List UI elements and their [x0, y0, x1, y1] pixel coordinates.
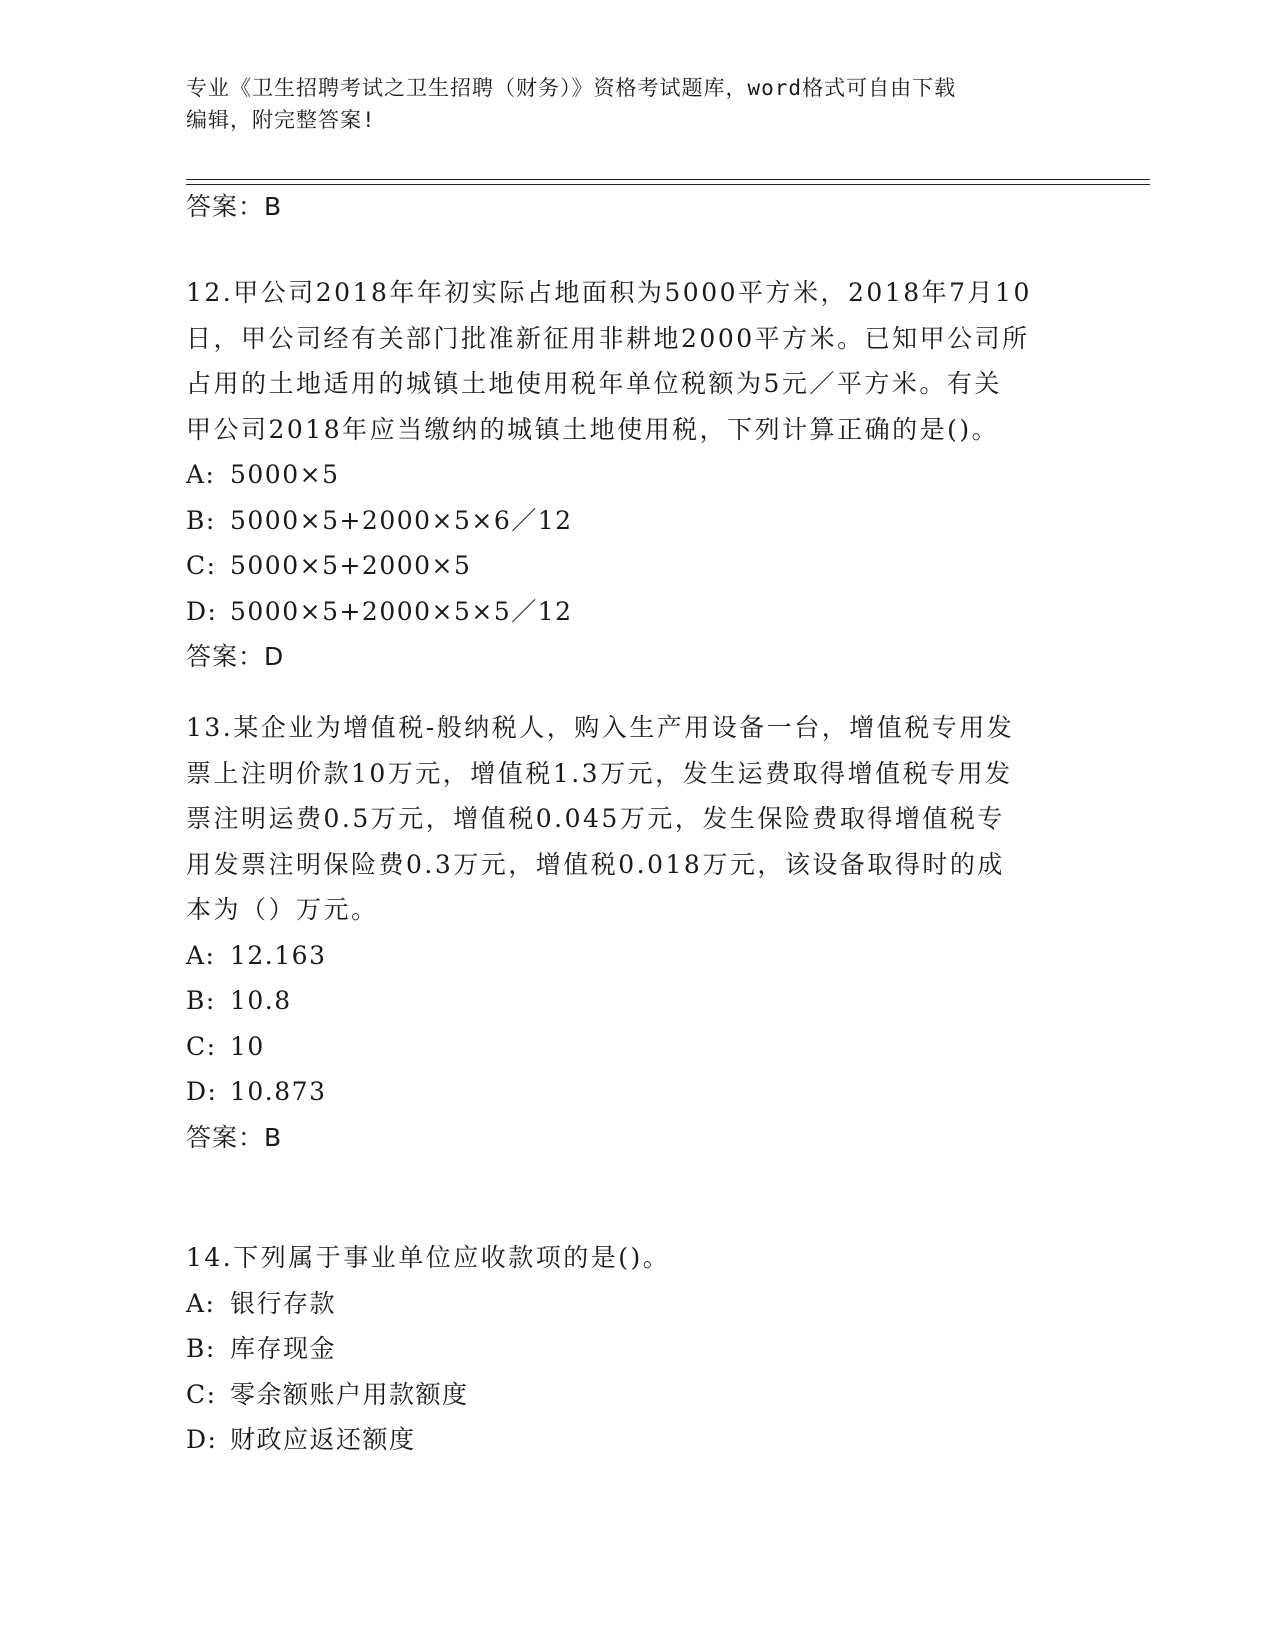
option-a: [186, 933, 1066, 979]
answer-value: D: [264, 642, 285, 671]
question-line: 13.某企业为增值税-般纳税人，购入生产用设备一台，增值税专用发: [186, 713, 1015, 742]
option-a: [186, 452, 1066, 498]
option-b: [186, 1326, 1066, 1372]
header-rule-top: [186, 179, 1150, 180]
question-line: 本为（）万元。: [186, 895, 379, 924]
answer-value: B: [264, 192, 283, 221]
option-letter: A:: [186, 940, 216, 970]
option-b: [186, 978, 1066, 1024]
question-text: [186, 270, 1066, 452]
option-letter: A:: [186, 1288, 216, 1318]
option-d: [186, 1069, 1066, 1115]
question-line: 14.下列属于事业单位应收款项的是()。: [186, 1243, 671, 1272]
question-line: 12.甲公司2018年年初实际占地面积为5000平方米，2018年7月10: [186, 278, 1032, 307]
answer-value: B: [264, 1122, 283, 1152]
question-line: 甲公司2018年应当缴纳的城镇土地使用税，下列计算正确的是()。: [186, 414, 1000, 444]
answer-prefix: 答案：: [186, 642, 265, 671]
option-letter: C:: [186, 1379, 217, 1409]
option-text: 5000×5+2000×5×6／12: [230, 505, 573, 535]
option-d: [186, 1417, 1066, 1463]
option-text: 5000×5+2000×5: [230, 551, 472, 580]
option-text: 库存现金: [230, 1334, 337, 1363]
question-answer: [186, 1115, 1066, 1160]
option-letter: A:: [186, 460, 216, 489]
option-text: 银行存款: [230, 1288, 337, 1318]
option-c: [186, 1372, 1066, 1418]
option-text: 10: [230, 1031, 265, 1061]
question-text: [186, 1235, 1066, 1281]
option-letter: B:: [186, 1334, 216, 1363]
question-14: [186, 1235, 1066, 1463]
question-text: [186, 705, 1066, 933]
option-letter: C:: [186, 1031, 217, 1061]
option-text: 12.163: [230, 940, 327, 970]
option-c: [186, 543, 1066, 589]
option-text: 财政应返还额度: [230, 1425, 416, 1454]
option-text: 5000×5+2000×5×5／12: [230, 596, 573, 626]
option-d: [186, 589, 1066, 635]
option-text: 5000×5: [230, 460, 340, 489]
question-line: 票注明运费0.5万元，增值税0.045万元，发生保险费取得增值税专: [186, 804, 1005, 833]
option-text: 零余额账户用款额度: [230, 1379, 469, 1409]
option-letter: B:: [186, 986, 216, 1015]
header-line-2: 编辑，附完整答案!: [186, 108, 376, 132]
option-letter: D:: [186, 1425, 218, 1454]
answer-prefix: 答案：: [186, 192, 265, 221]
question-line: 占用的土地适用的城镇土地使用税年单位税额为5元／平方米。有关: [186, 369, 1002, 398]
answer-prefix: 答案：: [186, 1122, 265, 1152]
option-b: [186, 498, 1066, 544]
question-12: [186, 270, 1066, 679]
question-13: [186, 705, 1066, 1160]
option-letter: C:: [186, 551, 217, 580]
option-text: 10.873: [230, 1077, 327, 1106]
page-header: [186, 72, 1066, 136]
header-line-1: 专业《卫生招聘考试之卫生招聘（财务）》资格考试题库，word格式可自由下载: [186, 76, 957, 100]
question-answer: [186, 634, 1066, 679]
question-line: 票上注明价款10万元，增值税1.3万元，发生运费取得增值税专用发: [186, 758, 1013, 788]
question-line: 日，甲公司经有关部门批准新征用非耕地2000平方米。已知甲公司所: [186, 323, 1030, 353]
question-line: 用发票注明保险费0.3万元，增值税0.018万元，该设备取得时的成: [186, 849, 1005, 879]
option-text: 10.8: [230, 986, 292, 1015]
option-letter: D:: [186, 596, 218, 626]
option-letter: B:: [186, 505, 216, 535]
option-letter: D:: [186, 1077, 218, 1106]
option-a: [186, 1281, 1066, 1327]
prev-answer: [186, 184, 1066, 229]
option-c: [186, 1024, 1066, 1070]
